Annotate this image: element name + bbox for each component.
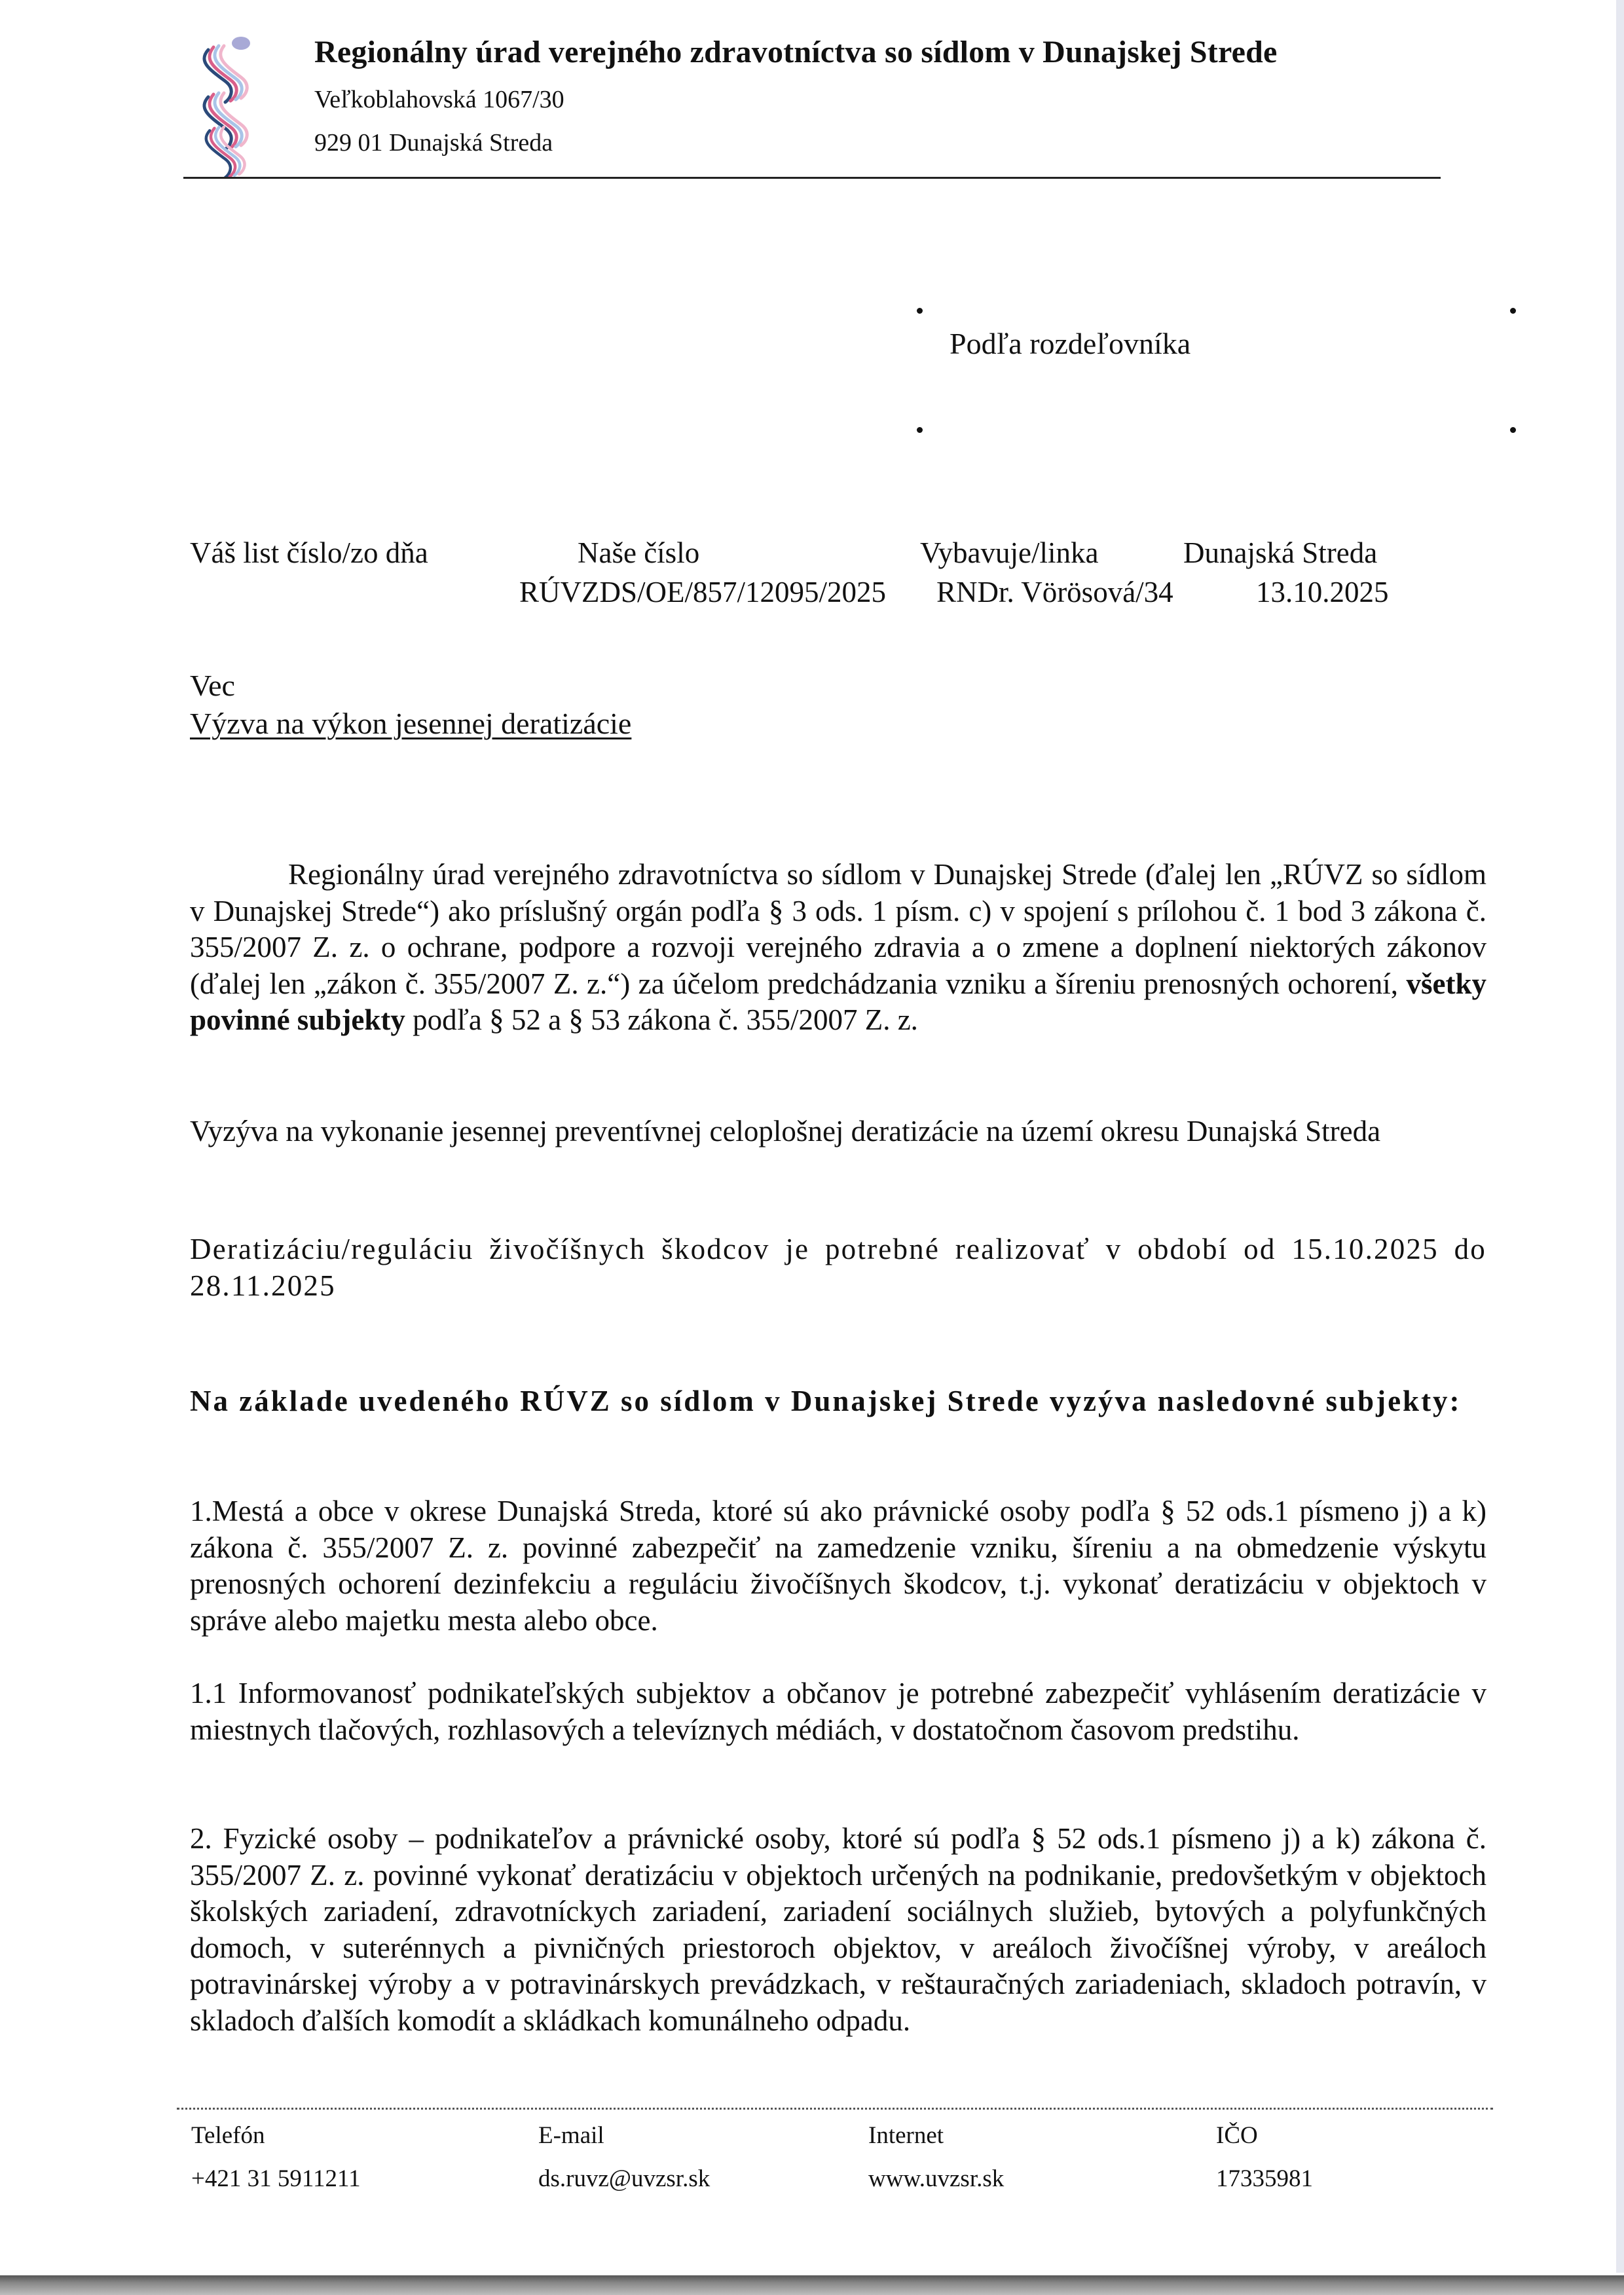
ico-value: 17335981	[1216, 2165, 1313, 2192]
intro-text-end: podľa § 52 a § 53 zákona č. 355/2007 Z. z.	[405, 1003, 918, 1036]
scan-edge-right	[1616, 0, 1624, 2273]
web-label: Internet	[868, 2122, 944, 2149]
organization-name: Regionálny úrad verejného zdravotníctva so sídlom v Dunajskej Strede	[314, 35, 1278, 69]
address-corner-dot-icon	[917, 308, 923, 314]
organization-city: 929 01 Dunajská Streda	[314, 129, 553, 157]
header-divider	[183, 177, 1441, 179]
footer-web	[868, 2114, 1004, 2201]
footer-divider	[177, 2108, 1493, 2110]
handled-by-value: RNDr. Vörösová/34	[936, 576, 1173, 608]
list-item-1-1: 1.1 Informovanosť podnikateľských subjektov a občanov je potrebné zabezpečiť vyhlásením deratizácie v miestnych tlačových, rozhlasových a televíznych médiách, v dostatočnom časovom predstihu.	[190, 1677, 1486, 1746]
intro-text: Regionálny úrad verejného zdravotníctva so sídlom v Dunajskej Strede (ďalej len „RÚVZ so sídlom v Dunajskej Strede“) ako príslušný orgán podľa § 3 ods. 1 písm. c) v spojení s prílohou č. 1 bod 3 zákona č. 355/2007 Z. z. o ochrane, podpore a rozvoji verejného zdravia a o zmene a doplnení niektorých zákonov (ďalej len „zákon č. 355/2007 Z. z.“) za účelom predchádzania vzniku a šíreniu prenosných ochorení,	[190, 858, 1486, 1000]
subject-label: Vec	[190, 669, 235, 702]
web-value: www.uvzsr.sk	[868, 2165, 1005, 2192]
place-label: Dunajská Streda	[1183, 536, 1378, 569]
footer-phone	[191, 2114, 361, 2201]
our-number-label: Naše číslo	[578, 536, 700, 569]
intro-paragraph	[190, 857, 1486, 1039]
address-corner-dot-icon	[917, 427, 923, 433]
subject-title: Výzva na výkon jesennej deratizácie	[190, 707, 632, 740]
organization-street: Veľkoblahovská 1067/30	[314, 86, 564, 113]
obligated-subjects-emphasis: všetky povinné subjekty	[190, 967, 1486, 1036]
subjects-heading: Na základe uvedeného RÚVZ so sídlom v Dunajskej Strede vyzýva nasledovné subjekty:	[190, 1385, 1462, 1417]
caduceus-wave-logo-icon	[196, 33, 268, 177]
ico-label: IČO	[1216, 2122, 1258, 2149]
letter-date: 13.10.2025	[1256, 576, 1389, 608]
addressee: Podľa rozdeľovníka	[950, 327, 1191, 360]
our-number-value: RÚVZDS/OE/857/12095/2025	[519, 576, 887, 608]
address-corner-dot-icon	[1510, 427, 1516, 433]
email-value: ds.ruvz@uvzsr.sk	[538, 2165, 710, 2192]
footer-email	[538, 2114, 710, 2201]
list-item-1: 1.Mestá a obce v okrese Dunajská Streda, ktoré sú ako právnické osoby podľa § 52 ods.1 písmeno j) a k) zákona č. 355/2007 Z. z. povinné zabezpečiť na zamedzenie vzniku, šíreniu a na obmedzenie výskytu prenosných ochorení dezinfekciu a reguláciu živočíšnych škodcov, t.j. vykonať deratizáciu v objektoch v správe alebo majetku mesta alebo obce.	[190, 1495, 1486, 1637]
call-paragraph: Vyzýva na vykonanie jesennej preventívnej celoplošnej deratizácie na území okresu Dunajská Streda	[190, 1115, 1381, 1148]
period-paragraph: Deratizáciu/reguláciu živočíšnych škodcov je potrebné realizovať v období od 15.10.2025 do 28.11.2025	[190, 1233, 1486, 1302]
footer-ico	[1216, 2114, 1313, 2201]
phone-label: Telefón	[191, 2122, 265, 2149]
address-corner-dot-icon	[1510, 308, 1516, 314]
your-letter-label: Váš list číslo/zo dňa	[190, 536, 428, 569]
handled-by-label: Vybavuje/linka	[920, 536, 1099, 569]
list-item-2: 2. Fyzické osoby – podnikateľov a právnické osoby, ktoré sú podľa § 52 ods.1 písmeno j) a k) zákona č. 355/2007 Z. z. povinné vykonať deratizáciu v objektoch určených na podnikanie, predovšetkým v objektoch školských zariadení, zdravotníckych zariadení, zariadení sociálnych služieb, bytových a polyfunkčných domoch, v suterénnych a pivničných priestoroch objektov, v areáloch živočíšnej výroby, v areáloch potravinárskej výroby a v potravinárskych prevádzkach, v reštauračných zariadeniach, skladoch potravín, v skladoch ďalších komodít a skládkach komunálneho odpadu.	[190, 1822, 1486, 2037]
email-label: E-mail	[538, 2122, 604, 2149]
phone-value: +421 31 5911211	[191, 2165, 361, 2192]
scan-edge-bottom	[0, 2275, 1624, 2295]
